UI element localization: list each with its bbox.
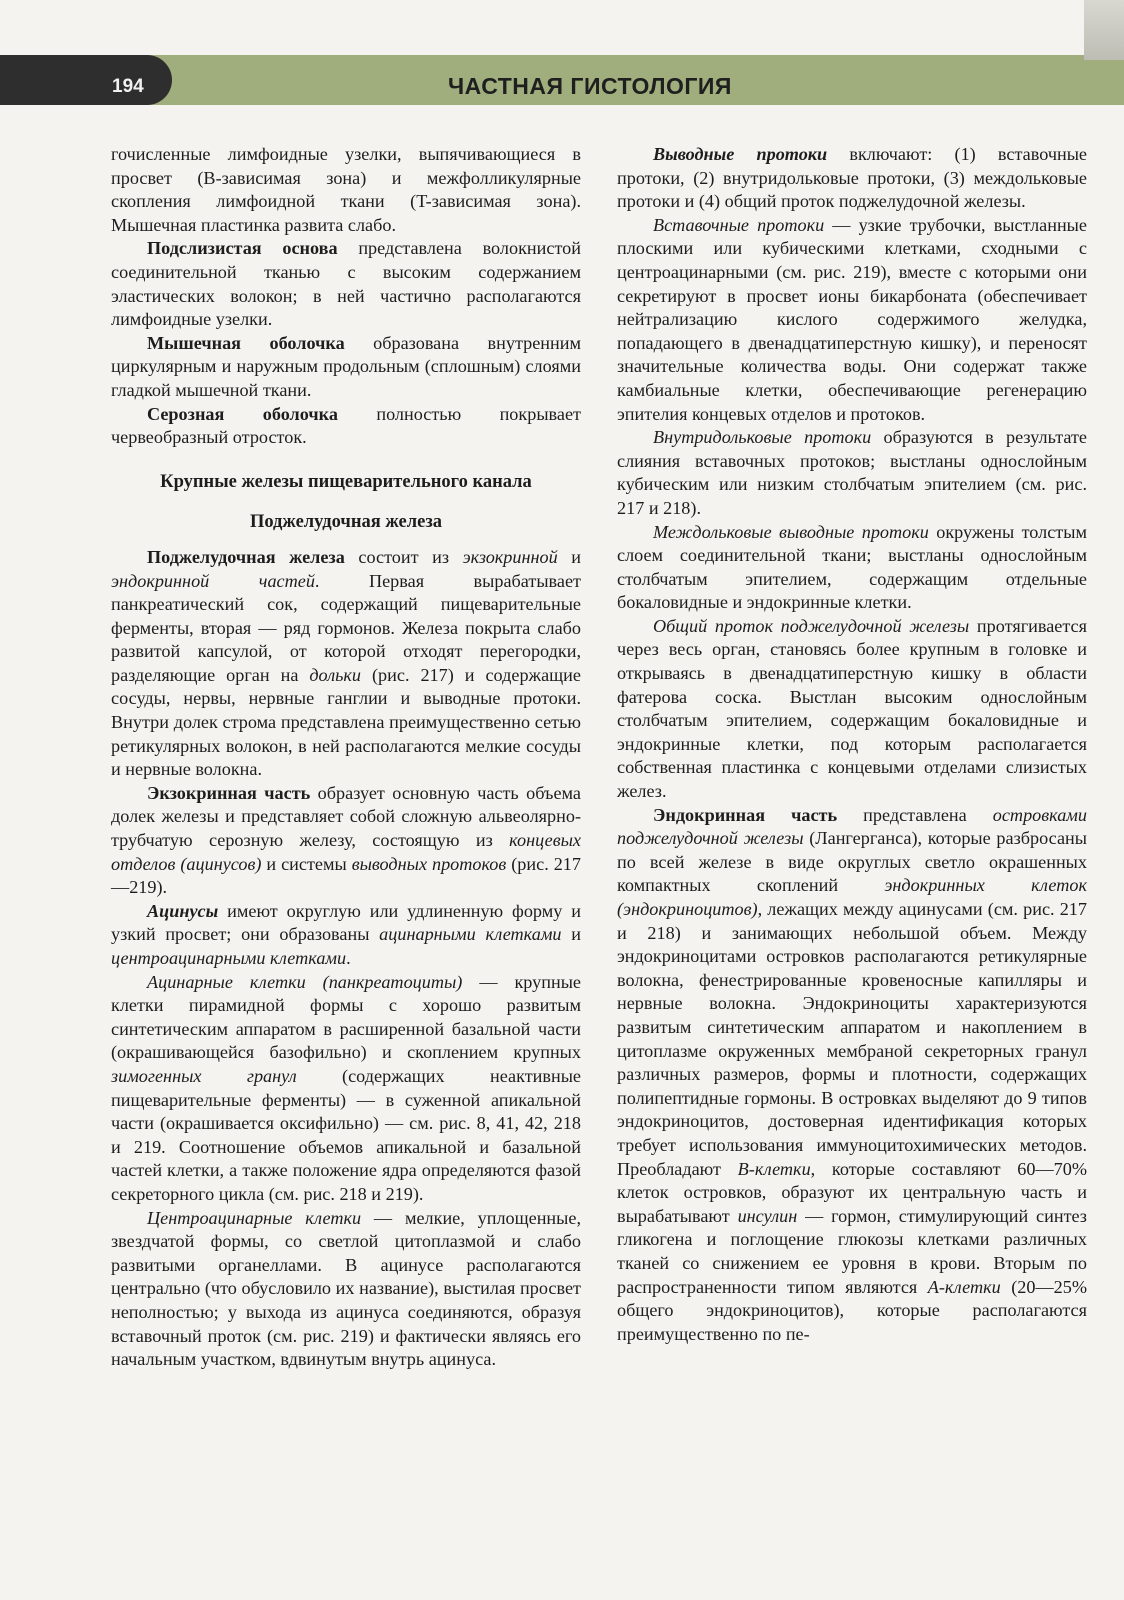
section-heading: Крупные железы пищеварительного канала	[160, 471, 532, 492]
paragraph: Мышечная оболочка образована внутренним циркулярным и наружным продольным (сплошным) слоями гладкой мышечной ткани.	[111, 332, 581, 400]
subsection-heading: Поджелудочная железа	[249, 512, 443, 533]
paragraph: Общий проток поджелудочной железы протягивается через весь орган, становясь более крупным в головке и открываясь в двенадцатиперстную кишку в области фатерова соска. Выстлан высоким однослойным столбчатым эпителием, содержащим бокаловидные и эндокринные клетки, под которым располагается собственная пластинка с концевыми отделами слизистых желез.	[617, 615, 1087, 802]
paragraph: Экзокринная часть образует основную часть объема долек железы и представляет собой сложную альвеолярно-трубчатую серозную железу, состоящую из концевых отделов (ацинусов) и системы выводных протоков (рис. 217—219).	[111, 782, 581, 898]
term: Подслизистая основа	[147, 238, 338, 259]
paragraph: Серозная оболочка полностью покрывает червеобразный отросток.	[111, 403, 581, 448]
paragraph: Эндокринная часть представлена островками поджелудочной железы (Лангерганса), которые разбросаны по всей железе в виде округлых светло окрашенных компактных скоплений эндокринных клеток (эндокриноцитов), лежащих между ацинусами (см. рис. 217 и 218) и занимающих небольшой объем. Между эндокриноцитами островков располагаются ретикулярные волокна, фенестрированные кровеносные капилляры и нервные волокна. Эндокриноциты характеризуются развитым синтетическим аппаратом и накоплением в цитоплазме окруженных мембраной секреторных гранул различных размеров, формы и плотности, содержащих полипептидные гормоны. В островках выделяют до 9 типов эндокриноцитов, достоверная идентификация которых требует использования иммуноцитохимических методов. Преобладают B-клетки, которые составляют 60—70% клеток островков, образуют их центральную часть и вырабатывают инсулин — гормон, стимулирующий синтез гликогена и поглощение глюкозы клетками различных тканей со снижением ее уровня в крови. Вторым по распространенности типом являются A-клетки (20—25% общего эндокриноцитов), которые располагаются преимущественно по пе-	[617, 804, 1088, 1344]
paragraph: Внутридольковые протоки образуются в результате слияния вставочных протоков; выстланы однослойным кубическим или низким столбчатым эпителием (см. рис. 217 и 218).	[617, 427, 1087, 518]
paragraph: Междольковые выводные протоки окружены толстым слоем соединительной ткани; выстланы однослойным столбчатым эпителием, содержащим отдельные бокаловидные и эндокринные клетки.	[617, 521, 1087, 613]
paragraph: Центроацинарные клетки — мелкие, уплощенные, звездчатой формы, со светлой цитоплазмой и слабо развитыми органеллами. В ацинусе располагаются центрально (что обусловило их название), выстилая просвет неполностью; у выхода из ацинуса соединяются, образуя вставочный проток (см. рис. 219) и фактически являясь его начальным участком, вдвинутым внутрь ацинуса.	[111, 1207, 581, 1370]
left-column	[111, 143, 581, 1372]
running-header-title: ЧАСТНАЯ ГИСТОЛОГИЯ	[448, 73, 732, 99]
right-column	[617, 143, 1087, 1346]
paragraph: Подслизистая основа представлена волокнистой соединительной тканью с высоким содержанием эластических волокон; в ней частично располагаются лимфоидные узелки.	[111, 238, 581, 330]
term: Серозная оболочка	[147, 403, 338, 424]
page-number: 194	[112, 76, 144, 97]
paragraph: гочисленные лимфоидные узелки, выпячивающиеся в просвет (B-зависимая зона) и межфолликулярные скопления лимфоидной ткани (T-зависимая зона). Мышечная пластинка развита слабо.	[111, 144, 581, 235]
paragraph: Выводные протоки включают: (1) вставочные протоки, (2) внутридольковые протоки, (3) междольковые протоки и (4) общий проток поджелудочной железы.	[617, 144, 1087, 212]
page-number-tab	[0, 55, 172, 105]
paragraph: Ацинарные клетки (панкреатоциты) — крупные клетки пирамидной формы с хорошо развитым синтетическим аппаратом в расширенной базальной части (окрашивающейся базофильно) и скоплением крупных зимогенных гранул (содержащих неактивные пищеварительные ферменты) — в суженной апикальной части (окрашивается оксифильно) — см. рис. 8, 41, 42, 218 и 219. Соотношение объемов апикальной и базальной частей клетки, а также положение ядра определяются фазой секреторного цикла (см. рис. 218 и 219).	[111, 971, 582, 1204]
term: Мышечная оболочка	[147, 332, 345, 353]
paragraph: Поджелудочная железа состоит из экзокринной и эндокринной частей. Первая вырабатывает панкреатический сок, содержащий пищеварительные ферменты, вторая — ряд гормонов. Железа покрыта слабо развитой капсулой, от которой отходят перегородки, разделяющие орган на дольки (рис. 217) и содержащие сосуды, нервы, нервные ганглии и выводные протоки. Внутри долек строма представлена преимущественно сетью ретикулярных волокон, в ней располагаются мелкие сосуды и нервные волокна.	[111, 546, 582, 780]
paragraph: Вставочные протоки — узкие трубочки, выстланные плоскими или кубическими клетками, сходными с центроацинарными (см. рис. 219), вместе с которыми они секретируют в просвет ионы бикарбоната (обеспечивает нейтрализацию кислого содержимого желудка, попадающего в двенадцатиперстную кишку), и переносят значительные количества воды. Они содержат также камбиальные клетки, обеспечивающие регенерацию эпителия концевых отделов и протоков.	[617, 214, 1087, 424]
paragraph: Ацинусы имеют округлую или удлиненную форму и узкий просвет; они образованы ацинарными клетками и центроацинарными клетками.	[111, 900, 582, 968]
